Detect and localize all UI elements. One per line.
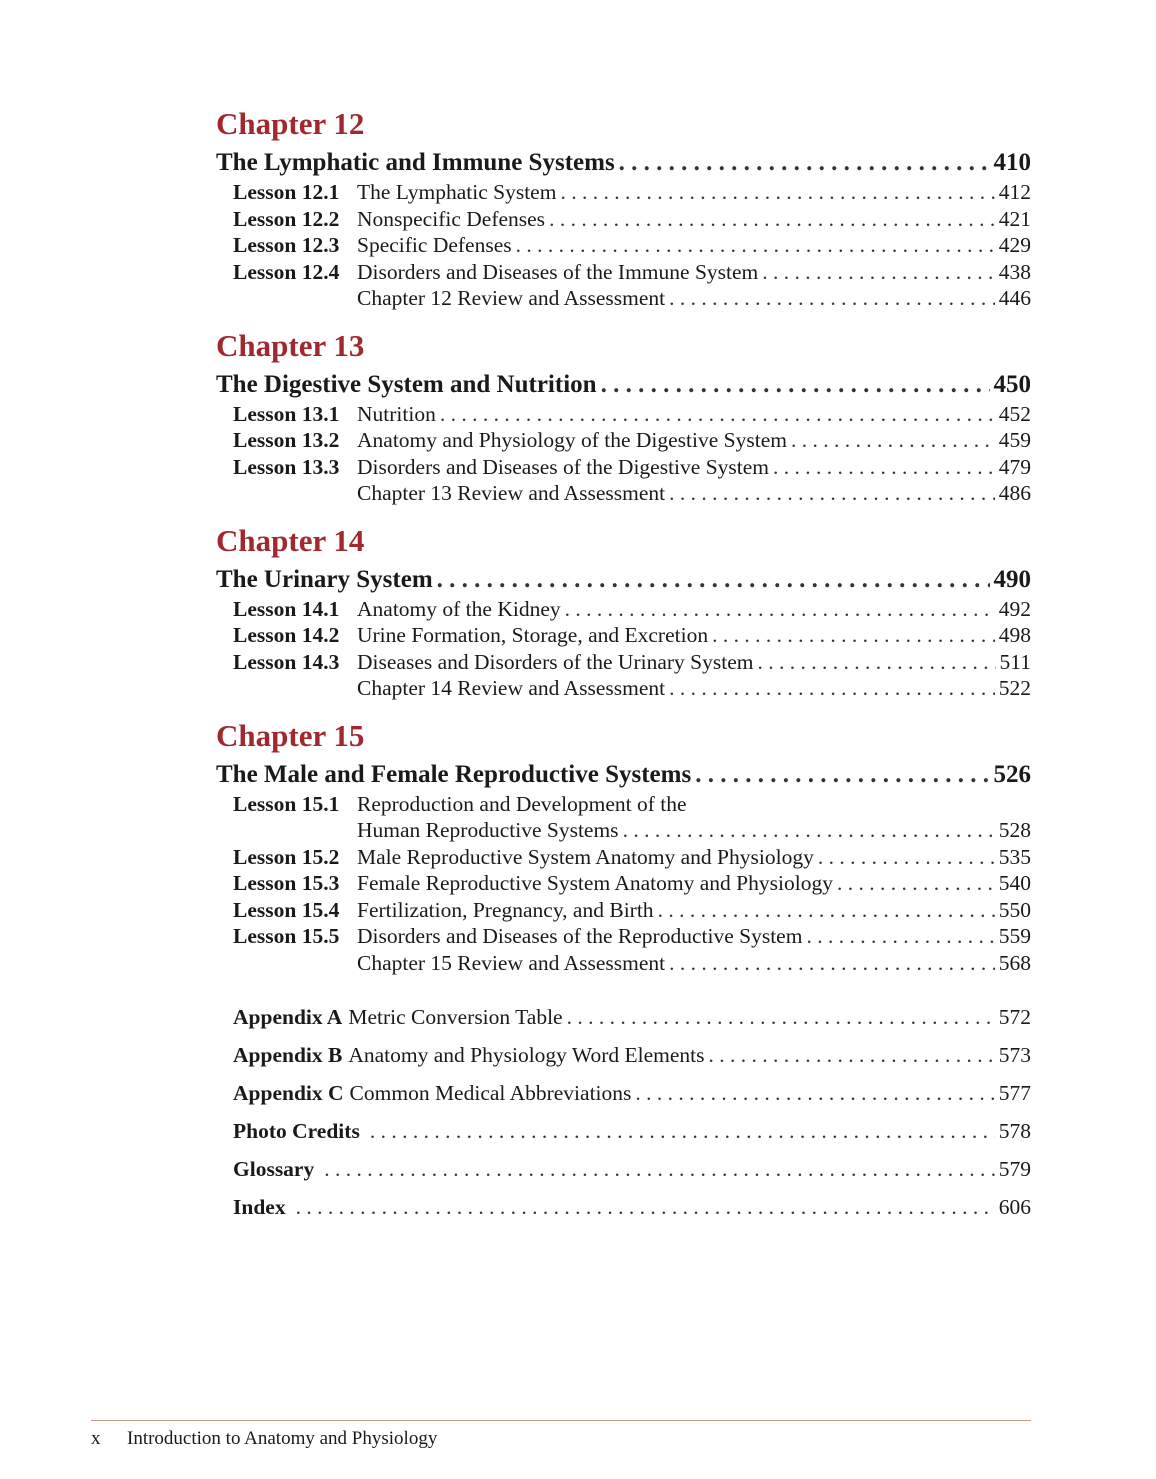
lesson-number: Lesson 12.3: [233, 233, 340, 257]
chapter-title-entry[interactable]: [216, 563, 1031, 596]
dot-leader: [567, 1004, 995, 1031]
page-number: 535: [998, 844, 1031, 869]
dot-leader: [324, 1156, 995, 1183]
page-number: 446: [998, 286, 1031, 310]
lesson-number: Lesson 13.3: [233, 454, 340, 479]
lesson-entry[interactable]: [216, 596, 1031, 623]
dot-leader: [635, 1080, 994, 1107]
chapter-section: [216, 326, 1031, 507]
lesson-entry[interactable]: [216, 622, 1031, 649]
page-number: 522: [998, 676, 1031, 700]
lesson-number: Lesson 14.2: [233, 623, 340, 647]
page-number: 550: [998, 897, 1031, 922]
backmatter-entry[interactable]: [216, 1118, 1031, 1145]
backmatter-title: Anatomy and Physiology Word Elements: [348, 1043, 705, 1067]
backmatter-entry[interactable]: [216, 1194, 1031, 1221]
page-number: 479: [998, 454, 1031, 479]
dot-leader: [669, 285, 995, 312]
page-number: 410: [993, 149, 1031, 176]
page-number: 606: [998, 1195, 1031, 1219]
lesson-title: Reproduction and Development of the: [357, 791, 687, 816]
chapter-section: [216, 716, 1031, 977]
dot-leader: [560, 179, 994, 206]
chapter-section: [216, 521, 1031, 702]
lesson-entry[interactable]: [216, 179, 1031, 206]
lesson-number: Lesson 15.4: [233, 897, 340, 922]
lesson-title: Anatomy and Physiology of the Digestive System: [357, 428, 787, 452]
lesson-number: Lesson 15.1: [233, 791, 340, 816]
dot-leader: [773, 454, 995, 481]
backmatter-label: Photo Credits: [233, 1119, 360, 1143]
page-number: 438: [998, 259, 1031, 284]
lesson-title: Disorders and Diseases of the Digestive System: [357, 454, 770, 479]
page-number: 486: [998, 481, 1031, 505]
lesson-title: Male Reproductive System Anatomy and Physiology: [357, 844, 814, 869]
page-number: 559: [998, 924, 1031, 948]
dot-leader: [549, 206, 995, 233]
dot-leader: [806, 923, 994, 950]
lesson-entry[interactable]: [216, 206, 1031, 233]
lesson-entry[interactable]: [216, 401, 1031, 428]
review-title: Chapter 15 Review and Assessment: [357, 950, 666, 975]
lesson-entry[interactable]: [216, 923, 1031, 950]
page-number: 490: [993, 565, 1031, 593]
review-title: Chapter 12 Review and Assessment: [357, 286, 666, 310]
lesson-title: Disorders and Diseases of the Reproductive System: [357, 924, 803, 948]
dot-leader: [837, 870, 995, 897]
chapter-section: [216, 104, 1031, 312]
dot-leader: [296, 1194, 995, 1221]
dot-leader: [762, 259, 994, 286]
lesson-title: The Lymphatic System: [357, 180, 557, 204]
lesson-entry[interactable]: [216, 427, 1031, 454]
lesson-title: Nonspecific Defenses: [357, 206, 546, 231]
lesson-entry[interactable]: [216, 232, 1031, 259]
dot-leader: [601, 368, 990, 401]
lesson-number: Lesson 15.2: [233, 844, 340, 869]
chapter-label: Chapter 13: [216, 327, 365, 363]
dot-leader: [669, 675, 995, 702]
page-number: 429: [998, 233, 1031, 257]
lesson-title: Specific Defenses: [357, 233, 512, 257]
dot-leader: [565, 596, 995, 623]
lesson-number: Lesson 12.2: [233, 206, 340, 231]
review-title: Chapter 13 Review and Assessment: [357, 481, 666, 505]
page-number: 573: [998, 1043, 1031, 1067]
lesson-title: Diseases and Disorders of the Urinary System: [357, 649, 754, 674]
dot-leader: [757, 649, 995, 676]
page-footer: [91, 1428, 437, 1450]
dot-leader: [516, 232, 995, 259]
footer-book-title: Introduction to Anatomy and Physiology: [127, 1428, 438, 1449]
lesson-number: Lesson 14.3: [233, 649, 340, 674]
backmatter-label: Index: [233, 1195, 286, 1219]
lesson-title: Fertilization, Pregnancy, and Birth: [357, 897, 654, 922]
page-number: 568: [998, 950, 1031, 975]
chapter-title-entry[interactable]: [216, 146, 1031, 179]
footer-page-number: x: [91, 1428, 101, 1449]
chapter-label: Chapter 12: [216, 106, 365, 141]
review-title: Chapter 14 Review and Assessment: [357, 676, 666, 700]
lesson-title: Urine Formation, Storage, and Excretion: [357, 623, 709, 647]
dot-leader: [712, 622, 995, 649]
footer-rule: [91, 1420, 1031, 1421]
page-number: 528: [998, 818, 1031, 842]
chapter-title-entry[interactable]: [216, 758, 1031, 791]
chapter-title: The Lymphatic and Immune Systems: [216, 149, 615, 176]
chapter-label: Chapter 14: [216, 522, 365, 558]
lesson-entry[interactable]: [216, 791, 1031, 818]
page-number: 452: [998, 401, 1031, 426]
page-number: 511: [999, 649, 1031, 674]
lesson-entry[interactable]: [216, 259, 1031, 286]
review-entry[interactable]: [216, 675, 1031, 702]
lesson-number: Lesson 13.1: [233, 401, 340, 426]
backmatter-title: Common Medical Abbreviations: [349, 1081, 632, 1105]
lesson-number: Lesson 14.1: [233, 596, 340, 621]
backmatter-entry[interactable]: [216, 1004, 1031, 1031]
dot-leader: [669, 480, 995, 507]
dot-leader: [791, 427, 995, 454]
dot-leader: [695, 758, 989, 791]
dot-leader: [623, 817, 995, 844]
review-entry[interactable]: [216, 480, 1031, 507]
lesson-entry[interactable]: [216, 649, 1031, 676]
lesson-number: Lesson 15.3: [233, 871, 340, 895]
lesson-title: Nutrition: [357, 401, 436, 426]
chapter-title: The Male and Female Reproductive Systems: [216, 760, 692, 788]
page-number: 459: [998, 428, 1031, 452]
backmatter-section: [216, 1004, 1031, 1221]
lesson-number: Lesson 12.4: [233, 259, 340, 284]
page-number: 498: [998, 623, 1031, 647]
backmatter-title: Metric Conversion Table: [348, 1005, 563, 1029]
page-number: 579: [998, 1157, 1031, 1181]
lesson-entry[interactable]: [216, 454, 1031, 481]
dot-leader: [818, 844, 995, 871]
lesson-entry-continued[interactable]: [216, 817, 1031, 844]
lesson-number: Lesson 13.2: [233, 428, 340, 452]
backmatter-label: Appendix C: [233, 1081, 344, 1105]
lesson-entry[interactable]: [216, 870, 1031, 897]
page-number: 577: [998, 1081, 1031, 1105]
page-number: 412: [998, 180, 1031, 204]
lesson-title: Anatomy of the Kidney: [357, 596, 561, 621]
dot-leader: [658, 897, 995, 924]
backmatter-label: Appendix A: [233, 1005, 343, 1029]
page-number: 526: [993, 760, 1031, 788]
page-number: 492: [998, 596, 1031, 621]
dot-leader: [437, 563, 990, 596]
lesson-entry[interactable]: [216, 897, 1031, 924]
review-entry[interactable]: [216, 950, 1031, 977]
dot-leader: [440, 401, 995, 428]
dot-leader: [619, 146, 990, 179]
lesson-entry[interactable]: [216, 844, 1031, 871]
dot-leader: [709, 1042, 995, 1069]
lesson-number: Lesson 15.5: [233, 924, 340, 948]
lesson-title: Disorders and Diseases of the Immune System: [357, 259, 759, 284]
lesson-number: Lesson 12.1: [233, 180, 340, 204]
backmatter-entry[interactable]: [216, 1042, 1031, 1069]
chapter-title: The Urinary System: [216, 565, 433, 593]
dot-leader: [669, 950, 995, 977]
lesson-title: Female Reproductive System Anatomy and Physiology: [357, 871, 833, 895]
chapter-title-entry[interactable]: [216, 368, 1031, 401]
page-number: 572: [998, 1005, 1031, 1029]
page-number: 421: [998, 206, 1031, 231]
page-number: 540: [998, 871, 1031, 895]
page-number: 578: [998, 1119, 1031, 1143]
chapter-label: Chapter 15: [216, 717, 365, 753]
page-number: 450: [993, 370, 1031, 398]
backmatter-label: Appendix B: [233, 1043, 343, 1067]
backmatter-entry[interactable]: [216, 1156, 1031, 1183]
lesson-title-continued: Human Reproductive Systems: [357, 818, 619, 842]
review-entry[interactable]: [216, 285, 1031, 312]
table-of-contents: [216, 104, 1031, 1232]
chapter-title: The Digestive System and Nutrition: [216, 370, 597, 398]
backmatter-label: Glossary: [233, 1157, 315, 1181]
dot-leader: [370, 1118, 995, 1145]
backmatter-entry[interactable]: [216, 1080, 1031, 1107]
